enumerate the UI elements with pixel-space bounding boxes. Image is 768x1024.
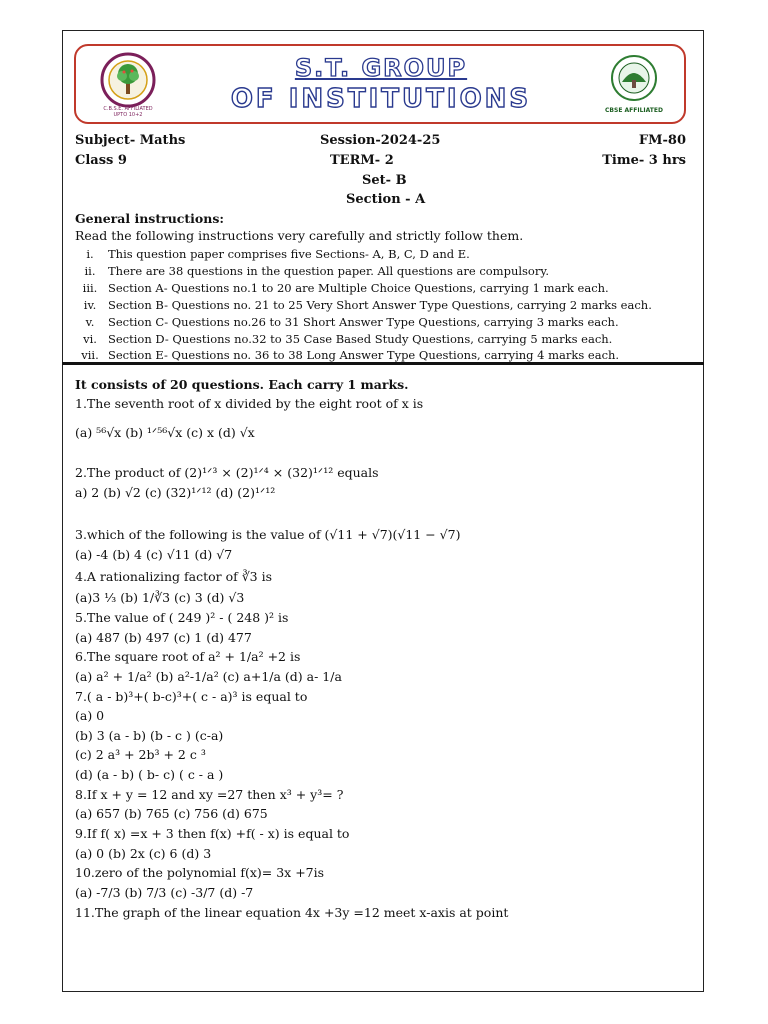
question-line: 5.The value of ( 249 )² - ( 248 )² is bbox=[75, 610, 289, 625]
section-a-intro: It consists of 20 questions. Each carry 1 marks. bbox=[75, 377, 409, 392]
title-line-2: OF INSTITUTIONS bbox=[230, 84, 532, 114]
school-title bbox=[196, 52, 566, 114]
instruction-number: vii. bbox=[81, 348, 99, 362]
question-line: 7.( a - b)³+( b-c)³+( c - a)³ is equal to bbox=[75, 689, 308, 704]
question-line: 11.The graph of the linear equation 4x +3y =12 meet x-axis at point bbox=[75, 905, 509, 920]
question-line: (a) 487 (b) 497 (c) 1 (d) 477 bbox=[75, 630, 252, 645]
instruction-item bbox=[72, 331, 612, 347]
instruction-text: There are 38 questions in the question paper. All questions are compulsory. bbox=[108, 264, 549, 278]
question-line: (a) a² + 1/a² (b) a²-1/a² (c) a+1/a (d) a- 1/a bbox=[75, 669, 342, 684]
title-line-1: S.T. GROUP bbox=[294, 54, 468, 82]
time-label: Time- 3 hrs bbox=[602, 153, 686, 168]
instruction-item bbox=[72, 280, 609, 296]
question-line: 10.zero of the polynomial f(x)= 3x +7is bbox=[75, 865, 325, 880]
question-line: 3.which of the following is the value of (√11 + √7)(√11 − √7) bbox=[75, 527, 461, 542]
instruction-text: This question paper comprises five Sections- A, B, C, D and E. bbox=[108, 247, 470, 261]
school-logo-right bbox=[598, 52, 670, 116]
instruction-text: Section A- Questions no.1 to 20 are Multiple Choice Questions, carrying 1 mark each. bbox=[108, 281, 609, 295]
question-line: (a) -7/3 (b) 7/3 (c) -3/7 (d) -7 bbox=[75, 885, 254, 900]
question-line: (b) 3 (a - b) (b - c ) (c-a) bbox=[75, 728, 224, 743]
instruction-number: vi. bbox=[83, 332, 97, 346]
term-label: TERM- 2 bbox=[330, 153, 394, 168]
set-label: Set- B bbox=[362, 173, 407, 188]
subject-label: Subject- Maths bbox=[75, 133, 186, 148]
session-label: Session-2024-25 bbox=[320, 133, 441, 148]
left-logo-caption-1: C.B.S.E. AFFILIATED bbox=[103, 106, 153, 112]
question-line: 6.The square root of a² + 1/a² +2 is bbox=[75, 649, 301, 664]
question-line: (a) 0 (b) 2x (c) 6 (d) 3 bbox=[75, 846, 212, 861]
instruction-number: iii. bbox=[82, 281, 98, 295]
section-divider bbox=[62, 362, 704, 365]
question-line: (a) -4 (b) 4 (c) √11 (d) √7 bbox=[75, 547, 233, 562]
instruction-text: Section E- Questions no. 36 to 38 Long Answer Type Questions, carrying 4 marks each. bbox=[108, 348, 620, 362]
instruction-number: ii. bbox=[84, 264, 96, 278]
right-logo-caption: CBSE AFFILIATED bbox=[605, 107, 663, 114]
school-logo-left bbox=[96, 52, 160, 116]
instruction-item bbox=[72, 246, 470, 262]
question-line: a) 2 (b) √2 (c) (32)¹ᐟ¹² (d) (2)¹ᐟ¹² bbox=[75, 485, 276, 500]
left-logo-caption-2: UPTO 10+2 bbox=[113, 112, 143, 116]
instruction-item bbox=[72, 297, 652, 313]
instruction-item bbox=[72, 314, 619, 330]
section-label: Section - A bbox=[346, 192, 426, 207]
question-line: (c) 2 a³ + 2b³ + 2 c ³ bbox=[75, 747, 206, 762]
question-line: 2.The product of (2)¹ᐟ³ × (2)¹ᐟ⁴ × (32)¹ᐟ¹² equals bbox=[75, 465, 379, 480]
class-label: Class 9 bbox=[75, 153, 127, 168]
question-line: (a) ⁵⁶√x (b) ¹ᐟ⁵⁶√x (c) x (d) √x bbox=[75, 425, 255, 440]
instruction-item bbox=[72, 263, 549, 279]
instructions-heading: General instructions: bbox=[75, 211, 224, 226]
instruction-number: iv. bbox=[83, 298, 97, 312]
instruction-number: i. bbox=[86, 247, 94, 261]
question-line: 8.If x + y = 12 and xy =27 then x³ + y³= ? bbox=[75, 787, 344, 802]
full-marks-label: FM-80 bbox=[638, 133, 686, 148]
question-line: (d) (a - b) ( b- c) ( c - a ) bbox=[75, 767, 224, 782]
instruction-text: Section B- Questions no. 21 to 25 Very Short Answer Type Questions, carrying 2 marks each. bbox=[108, 298, 652, 312]
question-line: 4.A rationalizing factor of ∛3 is bbox=[75, 569, 273, 584]
question-line: (a) 0 bbox=[75, 708, 105, 723]
question-line: (a)3 ⅓ (b) 1/∛3 (c) 3 (d) √3 bbox=[75, 590, 245, 605]
question-line: (a) 657 (b) 765 (c) 756 (d) 675 bbox=[75, 806, 268, 821]
question-line: 9.If f( x) =x + 3 then f(x) +f( - x) is equal to bbox=[75, 826, 350, 841]
question-line: 1.The seventh root of x divided by the eight root of x is bbox=[75, 396, 424, 411]
instruction-text: Section C- Questions no.26 to 31 Short Answer Type Questions, carrying 3 marks each. bbox=[108, 315, 619, 329]
instruction-number: v. bbox=[85, 315, 95, 329]
instructions-intro: Read the following instructions very carefully and strictly follow them. bbox=[75, 228, 524, 243]
instruction-item bbox=[72, 347, 619, 363]
instruction-text: Section D- Questions no.32 to 35 Case Based Study Questions, carrying 5 marks each. bbox=[108, 332, 613, 346]
school-header bbox=[74, 44, 686, 124]
